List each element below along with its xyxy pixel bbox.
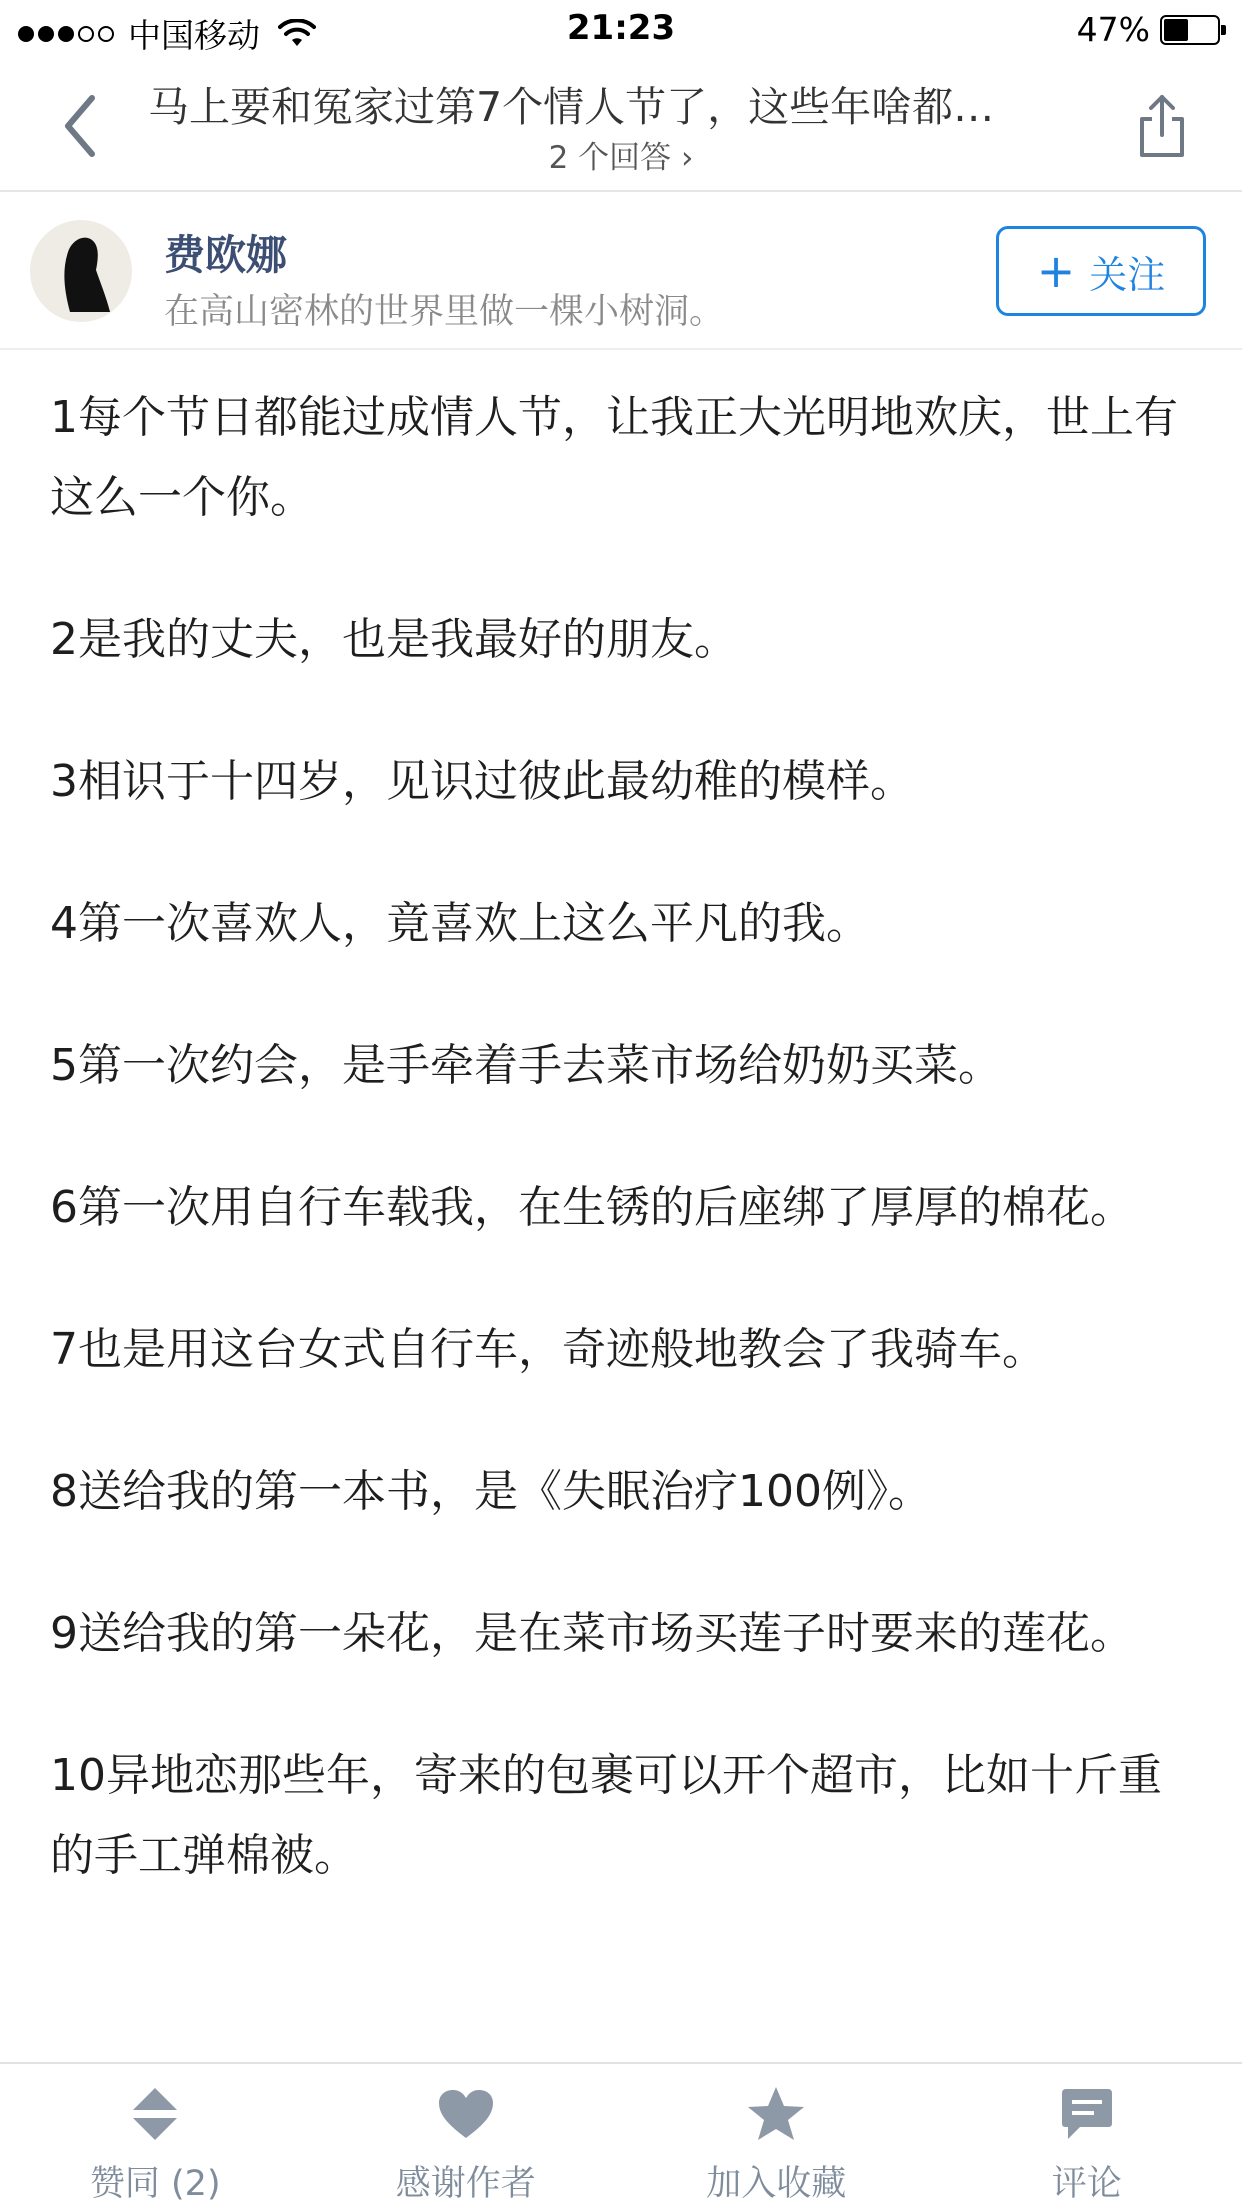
status-right xyxy=(1077,10,1226,49)
answer-paragraph: 3相识于十四岁，见识过彼此最幼稚的模样。 xyxy=(50,756,914,807)
vote-arrows-icon xyxy=(125,2086,185,2142)
answer-paragraph: 4第一次喜欢人，竟喜欢上这么平凡的我。 xyxy=(50,898,870,949)
battery-percent: 47% xyxy=(1076,10,1150,49)
answer-paragraph: 8送给我的第一本书，是《失眠治疗100例》。 xyxy=(50,1466,932,1517)
follow-button[interactable] xyxy=(996,226,1206,316)
answer-count-link[interactable]: 2 个回答 › xyxy=(548,140,694,176)
status-time: 21:23 xyxy=(566,8,676,48)
author-name[interactable]: 费欧娜 xyxy=(164,231,287,279)
vote-button[interactable] xyxy=(0,2064,311,2208)
comment-button[interactable] xyxy=(932,2064,1242,2208)
follow-label: 关注 xyxy=(1089,252,1166,297)
status-bar xyxy=(0,0,1242,60)
answer-paragraph: 10异地恋那些年，寄来的包裹可以开个超市，比如十斤重的手工弹棉被。 xyxy=(50,1750,1162,1881)
plus-icon: + xyxy=(1036,244,1076,298)
author-row xyxy=(0,192,1242,350)
answer-paragraph: 6第一次用自行车载我，在生锈的后座绑了厚厚的棉花。 xyxy=(50,1182,1134,1233)
heart-icon xyxy=(436,2086,496,2142)
answer-body xyxy=(50,378,1200,1958)
answer-paragraph: 9送给我的第一朵花，是在菜市场买莲子时要来的莲花。 xyxy=(50,1608,1134,1659)
nav-bar xyxy=(0,60,1242,192)
answer-paragraph: 7也是用这台女式自行车，奇迹般地教会了我骑车。 xyxy=(50,1324,1046,1375)
vote-label: 赞同 (2) xyxy=(89,2164,221,2204)
battery-level-fill xyxy=(1164,19,1188,41)
bottom-toolbar xyxy=(0,2062,1242,2208)
answer-paragraph: 1每个节日都能过成情人节，让我正大光明地欢庆，世上有这么一个你。 xyxy=(50,392,1178,523)
star-icon xyxy=(746,2086,806,2142)
battery-icon xyxy=(1160,15,1226,45)
avatar[interactable] xyxy=(30,220,132,322)
carrier-name: 中国移动 xyxy=(128,16,260,55)
answer-paragraph: 5第一次约会，是手牵着手去菜市场给奶奶买菜。 xyxy=(50,1040,1002,1091)
add-to-collection-button[interactable] xyxy=(621,2064,932,2208)
comment-label: 评论 xyxy=(1051,2164,1122,2204)
thank-author-label: 感谢作者 xyxy=(395,2164,536,2204)
comment-icon xyxy=(1057,2086,1117,2142)
avatar-silhouette-icon xyxy=(30,220,132,322)
answer-paragraph: 2是我的丈夫，也是我最好的朋友。 xyxy=(50,614,738,665)
share-icon xyxy=(1136,93,1188,159)
author-bio: 在高山密林的世界里做一棵小树洞。 xyxy=(164,292,725,332)
share-button[interactable] xyxy=(1132,90,1192,162)
add-to-collection-label: 加入收藏 xyxy=(706,2164,847,2204)
thank-author-button[interactable] xyxy=(311,2064,622,2208)
question-title[interactable]: 马上要和冤家过第7个情人节了，这些年啥都… xyxy=(148,83,995,131)
